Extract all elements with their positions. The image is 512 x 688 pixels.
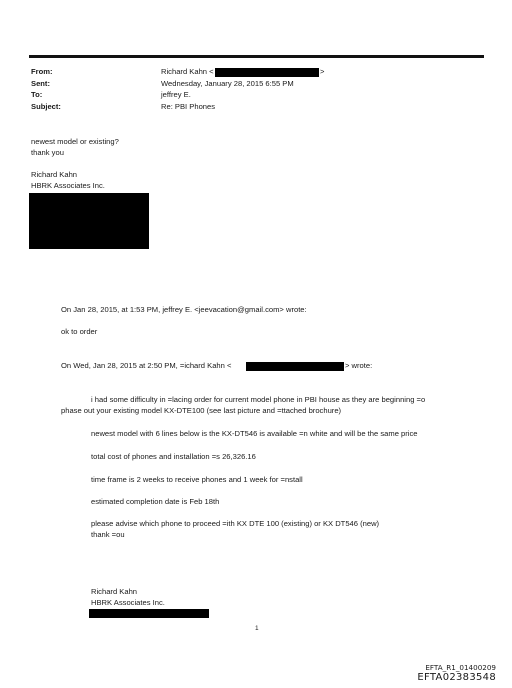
footer-id-secondary: EFTA02383548 [417, 672, 496, 683]
quote2-attribution-start: On Wed, Jan 28, 2015 at 2:50 PM, =ichard Kahn < [61, 361, 232, 370]
quote2-para1-line2: phase out your existing model KX-DTE100 (see last picture and =ttached brochure) [61, 406, 342, 415]
quote2-attribution-end: > wrote: [345, 361, 373, 370]
subject-value: Re: PBI Phones [161, 102, 216, 111]
quote1-attribution: On Jan 28, 2015, at 1:53 PM, jeffrey E. <jeevacation@gmail.com> wrote: [61, 305, 307, 314]
signature-name: Richard Kahn [31, 170, 78, 179]
to-label: To: [31, 90, 43, 99]
quote2-signature-name: Richard Kahn [91, 587, 138, 596]
redaction-box [246, 362, 344, 371]
signature-company: HBRK Associates Inc. [31, 181, 105, 190]
sent-label: Sent: [31, 79, 50, 88]
subject-label: Subject: [31, 102, 61, 111]
footer-id-primary: EFTA_R1_01400209 [425, 663, 496, 672]
quote2-para2: newest model with 6 lines below is the KX-DT546 is available =n white and will be the same price [91, 429, 418, 438]
quote2-para3: total cost of phones and installation =s 26,326.16 [91, 452, 256, 461]
to-value: jeffrey E. [161, 90, 191, 99]
redaction-box [29, 193, 149, 249]
from-label: From: [31, 67, 53, 76]
quote1-body: ok to order [61, 327, 98, 336]
redaction-box [89, 609, 209, 618]
from-value: Richard Kahn < [161, 67, 214, 76]
from-close: > [320, 67, 325, 76]
reply-line-2: thank you [31, 148, 64, 157]
redaction-box [215, 68, 319, 77]
quote2-para6-line1: please advise which phone to proceed =ith KX DTE 100 (existing) or KX DT546 (new) [91, 519, 380, 528]
page-number: 1 [255, 625, 259, 632]
sent-value: Wednesday, January 28, 2015 6:55 PM [161, 79, 294, 88]
reply-line-1: newest model or existing? [31, 137, 119, 146]
quote2-signature-company: HBRK Associates Inc. [91, 598, 165, 607]
quote2-para6-line2: thank =ou [91, 530, 125, 539]
quote2-para5: estimated completion date is Feb 18th [91, 497, 220, 506]
quote2-para4: time frame is 2 weeks to receive phones and 1 week for =nstall [91, 475, 303, 484]
header-rule [29, 55, 484, 58]
quote2-para1-line1: i had some difficulty in =lacing order for current model phone in PBI house as they are beginning =o [91, 395, 426, 404]
